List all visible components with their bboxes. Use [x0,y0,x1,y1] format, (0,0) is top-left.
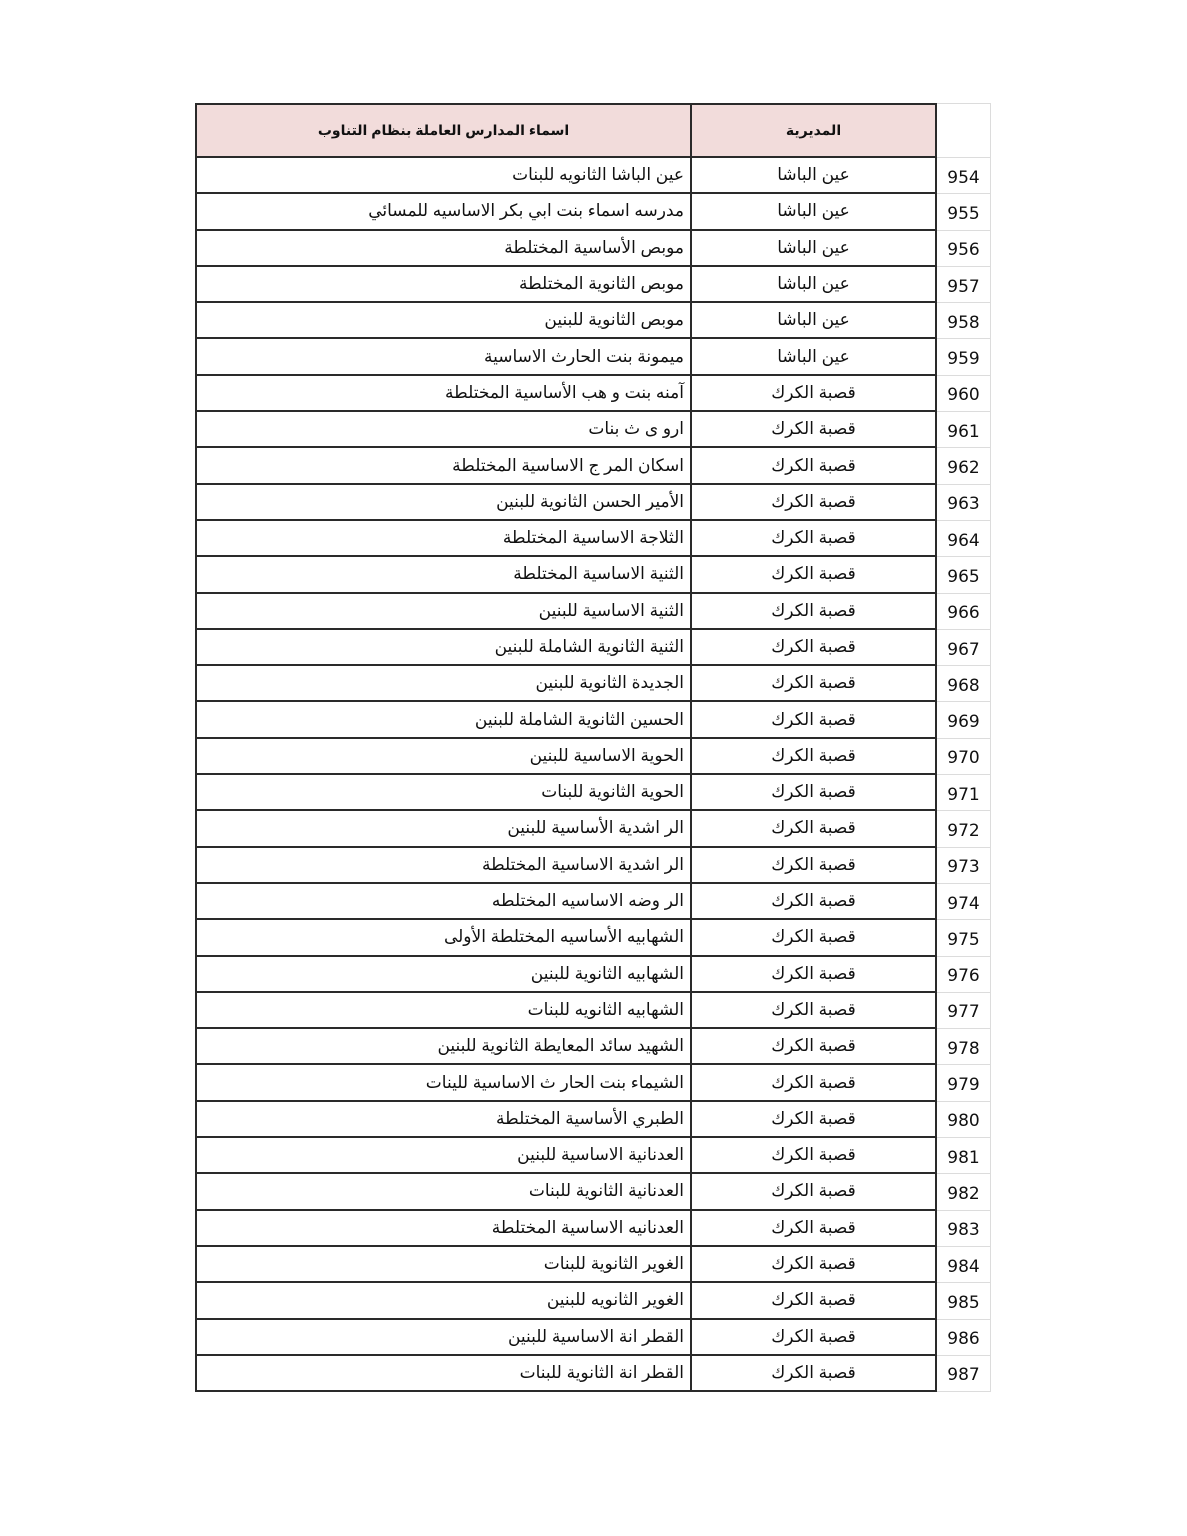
directorate-cell: قصبة الكرك [690,521,937,557]
directorate-cell: قصبة الكرك [690,848,937,884]
directorate-cell: قصبة الكرك [690,920,937,956]
row-number-cell: 987 [937,1356,991,1392]
directorate-cell: قصبة الكرك [690,1029,937,1065]
school-name-cell: مدرسه اسماء بنت ابي بكر الاساسيه للمسائي [195,194,690,230]
school-name-cell: الشهابيه الثانويه للبنات [195,993,690,1029]
directorate-cell: قصبة الكرك [690,1102,937,1138]
directorate-cell: قصبة الكرك [690,557,937,593]
table-row [195,993,991,1029]
table-header-row [195,103,991,158]
row-number-cell: 981 [937,1138,991,1174]
school-name-cell: الغوير الثانوية للبنات [195,1247,690,1283]
header-directorate: المديرية [690,103,937,158]
row-number-cell: 985 [937,1283,991,1319]
school-name-cell: الثنية الثانوية الشاملة للبنين [195,630,690,666]
school-name-cell: موبص الثانوية للبنين [195,303,690,339]
schools-table [195,103,991,1392]
table-row [195,1356,991,1392]
row-number-cell: 976 [937,957,991,993]
row-number-cell: 983 [937,1211,991,1247]
row-number-cell: 959 [937,339,991,375]
row-number-cell: 975 [937,920,991,956]
directorate-cell: قصبة الكرك [690,1356,937,1392]
row-number-cell: 962 [937,448,991,484]
row-number-cell: 963 [937,485,991,521]
directorate-cell: قصبة الكرك [690,376,937,412]
directorate-cell: قصبة الكرك [690,412,937,448]
table-row [195,158,991,194]
table-row [195,1138,991,1174]
table-row [195,194,991,230]
table-row [195,920,991,956]
table-row [195,702,991,738]
directorate-cell: قصبة الكرك [690,1320,937,1356]
row-number-cell: 984 [937,1247,991,1283]
school-name-cell: الحسين الثانوية الشاملة للبنين [195,702,690,738]
row-number-cell: 980 [937,1102,991,1138]
row-number-cell: 957 [937,267,991,303]
directorate-cell: قصبة الكرك [690,485,937,521]
school-name-cell: الشهيد سائد المعايطة الثانوية للبنين [195,1029,690,1065]
table-row [195,485,991,521]
school-name-cell: الطبري الأساسية المختلطة [195,1102,690,1138]
directorate-cell: قصبة الكرك [690,1138,937,1174]
school-name-cell: الثلاجة الاساسية المختلطة [195,521,690,557]
directorate-cell: قصبة الكرك [690,1283,937,1319]
school-name-cell: القطر انة الثانوية للبنات [195,1356,690,1392]
school-name-cell: اسكان المر ج الاساسية المختلطة [195,448,690,484]
row-number-cell: 970 [937,739,991,775]
school-name-cell: القطر انة الاساسية للبنين [195,1320,690,1356]
directorate-cell: قصبة الكرك [690,594,937,630]
directorate-cell: عين الباشا [690,339,937,375]
school-name-cell: الثنية الاساسية المختلطة [195,557,690,593]
school-name-cell: العدنانيه الاساسية المختلطة [195,1211,690,1247]
directorate-cell: قصبة الكرك [690,448,937,484]
directorate-cell: قصبة الكرك [690,702,937,738]
school-name-cell: الحوية الثانوية للبنات [195,775,690,811]
directorate-cell: عين الباشا [690,303,937,339]
row-number-cell: 955 [937,194,991,230]
directorate-cell: قصبة الكرك [690,1211,937,1247]
school-name-cell: الر وضه الاساسيه المختلطه [195,884,690,920]
school-name-cell: العدنانية الثانوية للبنات [195,1174,690,1210]
directorate-cell: عين الباشا [690,267,937,303]
table-row [195,1211,991,1247]
table-row [195,739,991,775]
directorate-cell: قصبة الكرك [690,811,937,847]
row-number-cell: 966 [937,594,991,630]
row-number-cell: 978 [937,1029,991,1065]
school-name-cell: عين الباشا الثانويه للبنات [195,158,690,194]
row-number-cell: 954 [937,158,991,194]
school-name-cell: العدنانية الاساسية للبنين [195,1138,690,1174]
school-name-cell: الشيماء بنت الحار ث الاساسية للينات [195,1065,690,1101]
table-row [195,521,991,557]
school-name-cell: الحوية الاساسية للبنين [195,739,690,775]
school-name-cell: الغوير الثانويه للبنين [195,1283,690,1319]
row-number-cell: 960 [937,376,991,412]
row-number-cell: 967 [937,630,991,666]
school-name-cell: موبص الأساسية المختلطة [195,231,690,267]
table-row [195,1283,991,1319]
header-school-names: اسماء المدارس العاملة بنظام التناوب [195,103,690,158]
table-row [195,1320,991,1356]
table-row [195,848,991,884]
table-row [195,448,991,484]
directorate-cell: قصبة الكرك [690,630,937,666]
row-number-cell: 986 [937,1320,991,1356]
directorate-cell: قصبة الكرك [690,993,937,1029]
table-row [195,630,991,666]
school-name-cell: ارو ى ث بنات [195,412,690,448]
table-row [195,666,991,702]
directorate-cell: قصبة الكرك [690,884,937,920]
row-number-cell: 974 [937,884,991,920]
school-name-cell: الجديدة الثانوية للبنين [195,666,690,702]
school-name-cell: الشهابيه الأساسيه المختلطة الأولى [195,920,690,956]
school-name-cell: الأمير الحسن الثانوية للبنين [195,485,690,521]
row-number-cell: 972 [937,811,991,847]
row-number-cell: 964 [937,521,991,557]
row-number-cell: 982 [937,1174,991,1210]
row-number-cell: 973 [937,848,991,884]
table-row [195,1102,991,1138]
directorate-cell: عين الباشا [690,158,937,194]
table-row [195,376,991,412]
table-row [195,231,991,267]
school-name-cell: آمنه بنت و هب الأساسية المختلطة [195,376,690,412]
row-number-cell: 979 [937,1065,991,1101]
table-row [195,1174,991,1210]
table-row [195,957,991,993]
row-number-cell: 965 [937,557,991,593]
school-name-cell: الر اشدية الأساسية للبنين [195,811,690,847]
school-name-cell: موبص الثانوية المختلطة [195,267,690,303]
directorate-cell: قصبة الكرك [690,1065,937,1101]
header-number [937,103,991,158]
school-name-cell: الشهابيه الثانوية للبنين [195,957,690,993]
table-row [195,811,991,847]
school-name-cell: الثنية الاساسية للبنين [195,594,690,630]
table-row [195,775,991,811]
table-row [195,1247,991,1283]
directorate-cell: قصبة الكرك [690,666,937,702]
directorate-cell: قصبة الكرك [690,1247,937,1283]
directorate-cell: قصبة الكرك [690,739,937,775]
row-number-cell: 958 [937,303,991,339]
table-row [195,594,991,630]
school-name-cell: الر اشدية الاساسية المختلطة [195,848,690,884]
directorate-cell: قصبة الكرك [690,775,937,811]
table-row [195,1065,991,1101]
directorate-cell: عين الباشا [690,231,937,267]
row-number-cell: 977 [937,993,991,1029]
row-number-cell: 968 [937,666,991,702]
table-row [195,339,991,375]
row-number-cell: 961 [937,412,991,448]
row-number-cell: 956 [937,231,991,267]
table-row [195,557,991,593]
table-row [195,303,991,339]
table-row [195,884,991,920]
school-name-cell: ميمونة بنت الحارث الاساسية [195,339,690,375]
directorate-cell: قصبة الكرك [690,1174,937,1210]
row-number-cell: 969 [937,702,991,738]
table-row [195,267,991,303]
row-number-cell: 971 [937,775,991,811]
table-row [195,1029,991,1065]
table-row [195,412,991,448]
directorate-cell: قصبة الكرك [690,957,937,993]
directorate-cell: عين الباشا [690,194,937,230]
